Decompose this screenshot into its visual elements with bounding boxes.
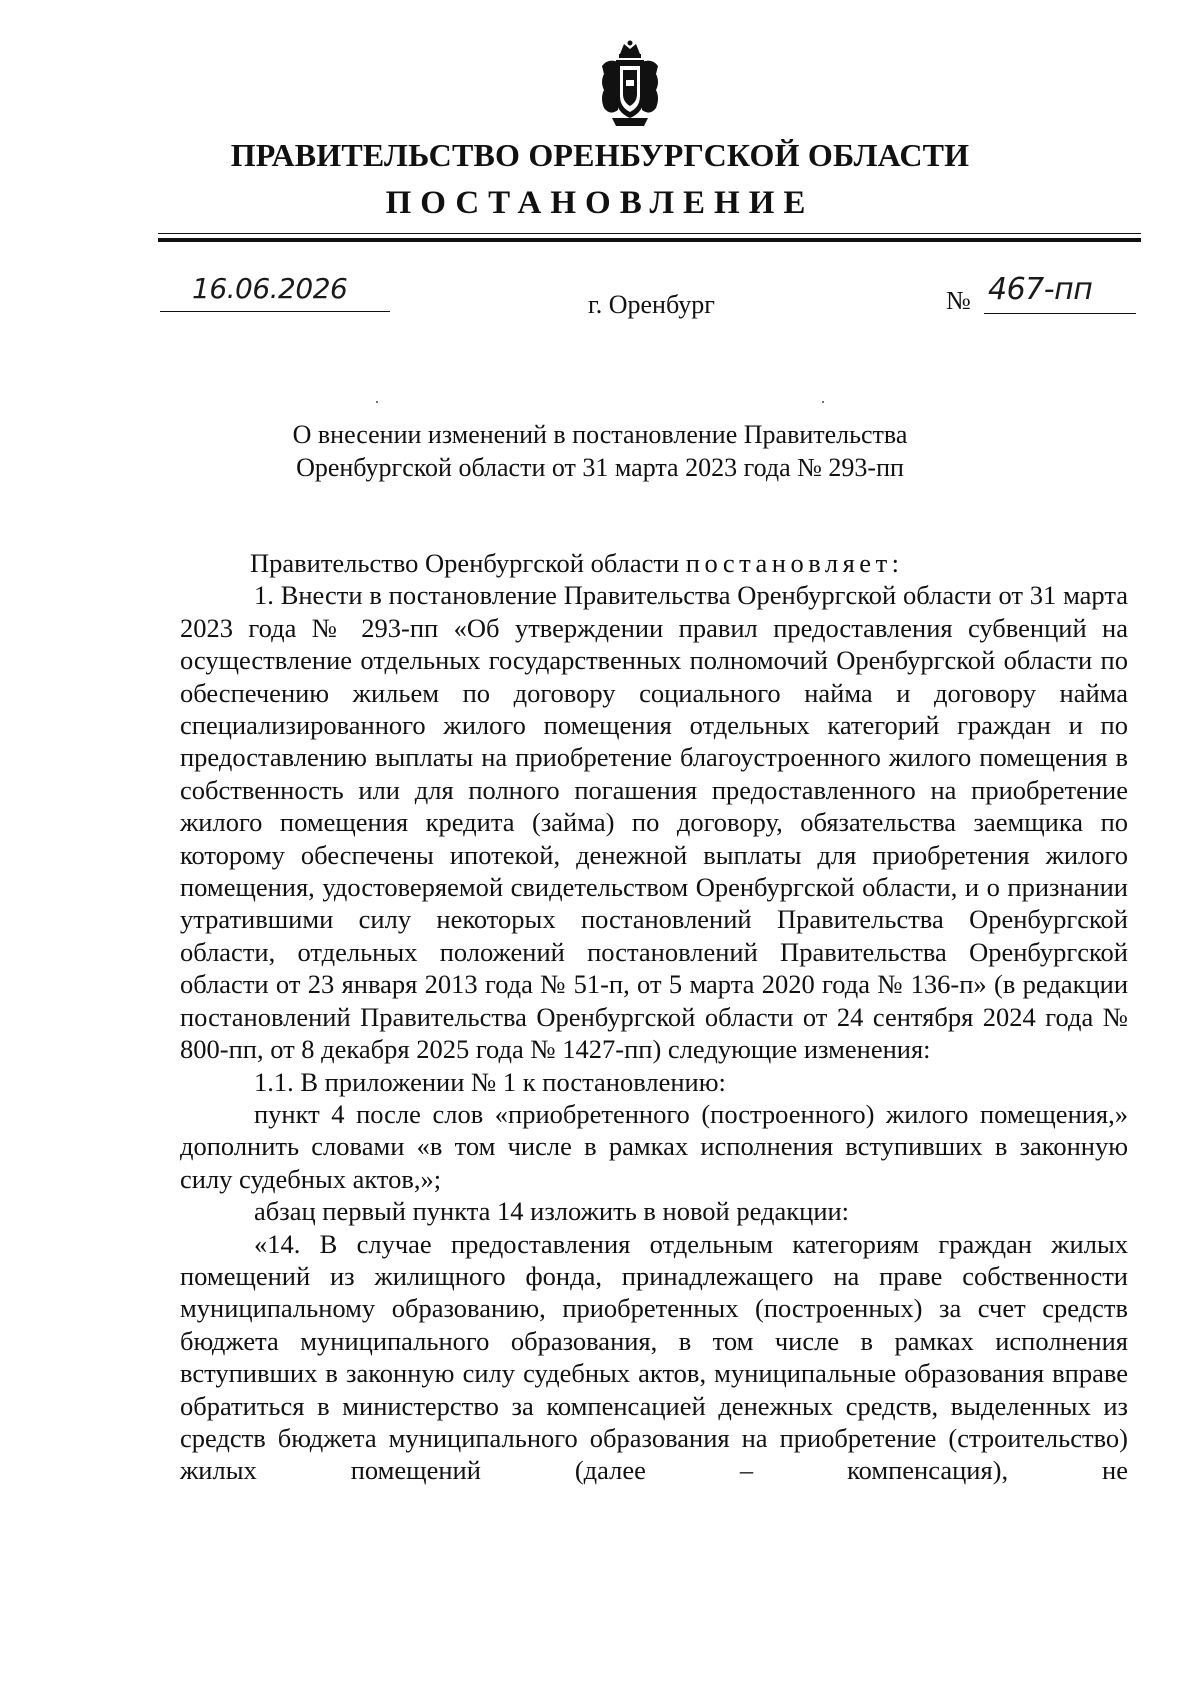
scan-speck: [376, 401, 378, 403]
subject-line-2: Оренбургской области от 31 марта 2023 года № 293-пп: [296, 453, 904, 482]
preamble: [180, 547, 1128, 579]
header-divider-thick: [158, 238, 1141, 242]
point-14-quote: «14. В случае предоставления отдельным категориям граждан жилых помещений из жилищного фонда, принадлежащего на праве собственности муниципальному образованию, приобретенных (построенных) за счет средств бюджета муниципального образования, в том числе в рамках исполнения вступивших в законную силу судебных актов, муниципальные образования вправе обратиться в министерство за компенсацией денежных средств, выделенных из средств бюджета муниципального образования на приобретение (строительство) жилых помещений (далее – компенсация), не: [180, 1228, 1128, 1486]
document-date: 16.06.2026: [192, 272, 348, 305]
coat-of-arms-icon: [598, 40, 662, 128]
item-1-1-heading: 1.1. В приложении № 1 к постановлению:: [254, 1066, 726, 1097]
document-city: г. Оренбург: [588, 290, 715, 319]
preamble-verb: постановляет:: [685, 548, 904, 578]
document-number-field: [946, 272, 1136, 316]
document-date-field: [160, 270, 390, 314]
number-underline: [984, 313, 1136, 314]
preamble-intro: Правительство Оренбургской области: [250, 548, 686, 578]
date-underline: [160, 311, 390, 312]
point-4-amendment: пункт 4 после слов «приобретенного (построенного) жилого помещения,» дополнить словами «в том числе в рамках исполнения вступивших в законную силу судебных актов,»;: [180, 1098, 1128, 1194]
scan-speck: [822, 401, 824, 403]
point-14-intro: абзац первый пункта 14 изложить в новой редакции:: [254, 1196, 850, 1227]
document-type-title: ПОСТАНОВЛЕНИЕ: [385, 185, 815, 221]
item-1-paragraph: 1. Внести в постановление Правительства Оренбургской области от 31 марта 2023 года № 293-пп «Об утверждении правил предоставления субвенций на осуществление отдельных государственных полномочий Оренбургской области по обеспечению жильем по договору социального найма и договору найма специализированного жилого помещения отдельных категорий граждан и по предоставлению выплаты на приобретение благоустроенного жилого помещения в собственность или для полного погашения предоставленного на приобретение жилого помещения кредита (займа) по договору, обязательства заемщика по которому обеспечены ипотекой, денежной выплаты для приобретения жилого помещения, удостоверяемой свидетельством Оренбургской области, и о признании утратившими силу некоторых постановлений Правительства Оренбургской области, отдельных положений постановлений Правительства Оренбургской области от 23 января 2013 года № 51-п, от 5 марта 2020 года № 136-п» (в редакции постановлений Правительства Оренбургской области от 24 сентября 2024 года № 800-пп, от 8 декабря 2025 года № 1427-пп) следующие изменения:: [180, 580, 1128, 1065]
document-body: [180, 547, 1128, 1487]
subject-line-1: О внесении изменений в постановление Правительства: [292, 420, 908, 449]
document-number: 467-пп: [988, 272, 1093, 307]
header-divider-thin: [158, 233, 1141, 234]
number-sign: №: [946, 286, 971, 315]
organization-title: ПРАВИТЕЛЬСТВО ОРЕНБУРГСКОЙ ОБЛАСТИ: [230, 137, 970, 173]
